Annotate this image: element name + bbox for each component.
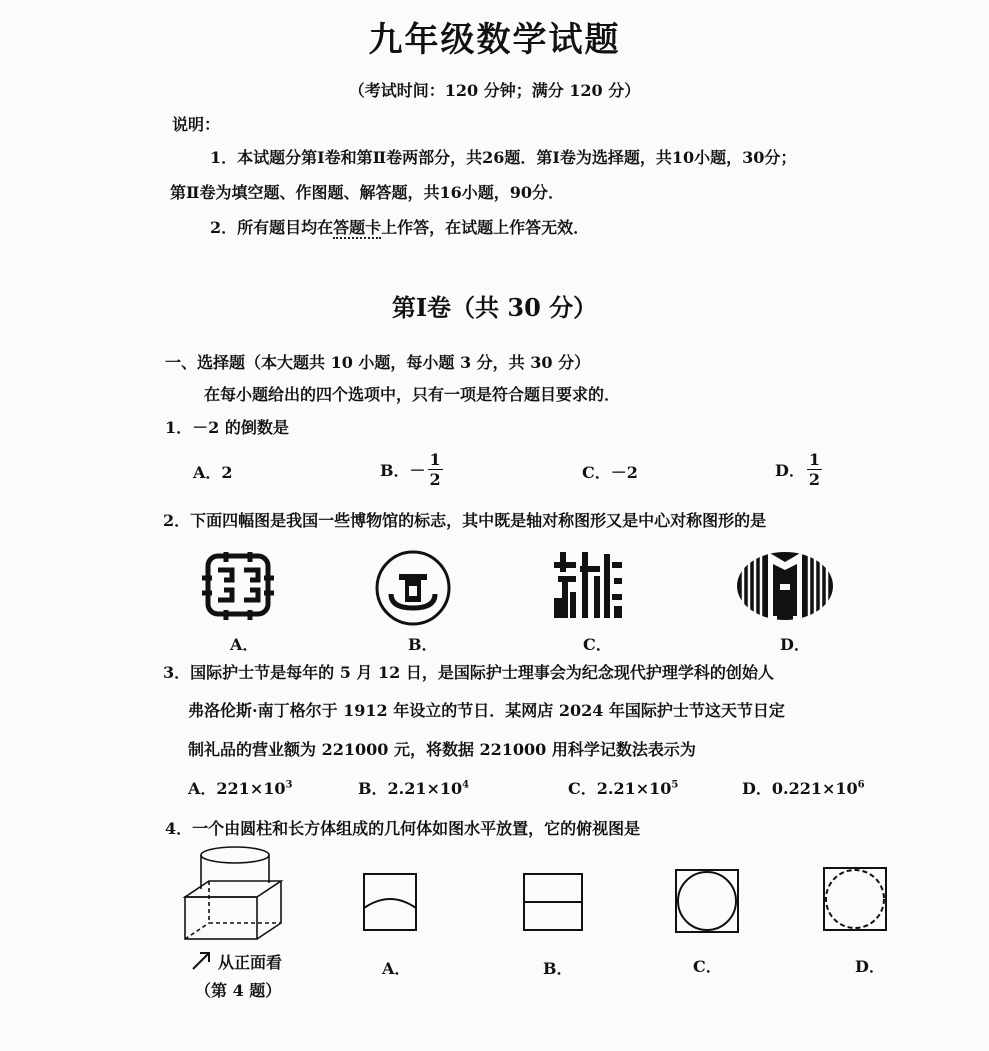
part-1-title: 一、选择题（本大题共 10 小题，每小题 3 分，共 30 分） (165, 353, 591, 372)
q4-option-d: D． (855, 957, 885, 976)
q3-option-c (568, 776, 678, 799)
q4-front-view-label: 从正面看 (218, 953, 283, 972)
q4-solid-figure (183, 845, 293, 945)
q2-logo-a-image (198, 548, 278, 623)
q2-stem: 2．下面四幅图是我国一些博物馆的标志，其中既是轴对称图形又是中心对称图形的是 (163, 511, 767, 530)
q1-d-denominator: 2 (808, 470, 821, 490)
q3-option-d-exponent: 6 (857, 779, 865, 791)
instruction-1-line-1: 1．本试题分第Ⅰ卷和第Ⅱ卷两部分，共26题．第Ⅰ卷为选择题，共10小题，30分； (210, 148, 797, 167)
q3-option-a-base: A．221×10 (188, 779, 286, 798)
q4-option-a: A． (382, 959, 411, 978)
q3-stem-line-2: 弗洛伦斯·南丁格尔于 1912 年设立的节日．某网店 2024 年国际护士节这天节日定 (188, 701, 785, 720)
q4-option-c: C． (693, 957, 722, 976)
q1-option-d-fraction (807, 450, 822, 489)
q3-stem-line-3: 制礼品的营业额为 221000 元，将数据 221000 用科学记数法表示为 (188, 740, 696, 759)
q3-option-c-exponent: 5 (671, 779, 679, 791)
q3-option-b-base: B．2.21×10 (358, 779, 463, 798)
instruction-2-emphasis: 答题卡 (333, 218, 382, 237)
q3-option-d (742, 776, 865, 799)
q3-option-c-base: C．2.21×10 (568, 779, 672, 798)
q3-option-b (358, 776, 469, 799)
q4-option-b: B． (543, 959, 573, 978)
q1-option-b-fraction (428, 450, 443, 489)
q1-option-c: C．－2 (582, 463, 638, 482)
q1-d-numerator: 1 (808, 450, 821, 469)
arrow-up-right-icon (190, 948, 214, 972)
q4-caption: （第 4 题） (195, 981, 282, 1000)
q1-option-b-label: B．－ (380, 461, 426, 481)
instruction-2 (210, 215, 589, 238)
instruction-1-line-2: 第Ⅱ卷为填空题、作图题、解答题，共16小题，90分． (170, 183, 565, 202)
q2-logo-c-image (552, 548, 627, 623)
q4-option-a-figure (362, 872, 418, 932)
q3-option-a-exponent: 3 (285, 779, 293, 791)
exam-title: 九年级数学试题 (368, 20, 621, 60)
q1-option-d-label: D． (775, 461, 805, 481)
section-1-heading: 第Ⅰ卷（共 30 分） (391, 293, 598, 322)
q2-option-c: C． (583, 635, 612, 654)
q1-b-denominator: 2 (429, 470, 441, 490)
q2-logo-b-image (373, 548, 453, 628)
part-1-note: 在每小题给出的四个选项中，只有一项是符合题目要求的． (204, 385, 621, 404)
q3-option-a (188, 776, 292, 799)
q4-option-c-figure (674, 868, 740, 934)
q2-option-d: D． (780, 635, 810, 654)
q1-option-d (775, 450, 822, 489)
q2-option-b: B． (408, 635, 438, 654)
q4-option-b-figure (522, 872, 584, 932)
exam-subtitle: （考试时间：120 分钟；满分 120 分） (348, 81, 641, 100)
q4-option-d-figure (822, 866, 888, 932)
q1-option-b (380, 450, 443, 489)
q3-stem-line-1: 3．国际护士节是每年的 5 月 12 日，是国际护士理事会为纪念现代护理学科的创始人 (163, 663, 774, 682)
instruction-2-pre: 2．所有题目均在 (210, 218, 334, 237)
instructions-label: 说明： (172, 115, 221, 134)
q3-option-d-base: D．0.221×10 (742, 779, 858, 798)
q1-b-numerator: 1 (429, 450, 441, 469)
q2-option-a: A． (230, 635, 259, 654)
q2-logo-d-image (735, 550, 835, 622)
q4-stem: 4．一个由圆柱和长方体组成的几何体如图水平放置，它的俯视图是 (165, 819, 641, 838)
q3-option-b-exponent: 4 (462, 779, 470, 791)
q1-stem: 1．－2 的倒数是 (165, 418, 289, 437)
instruction-2-post: 上作答，在试题上作答无效． (381, 218, 590, 237)
q1-option-a: A．2 (193, 463, 233, 482)
